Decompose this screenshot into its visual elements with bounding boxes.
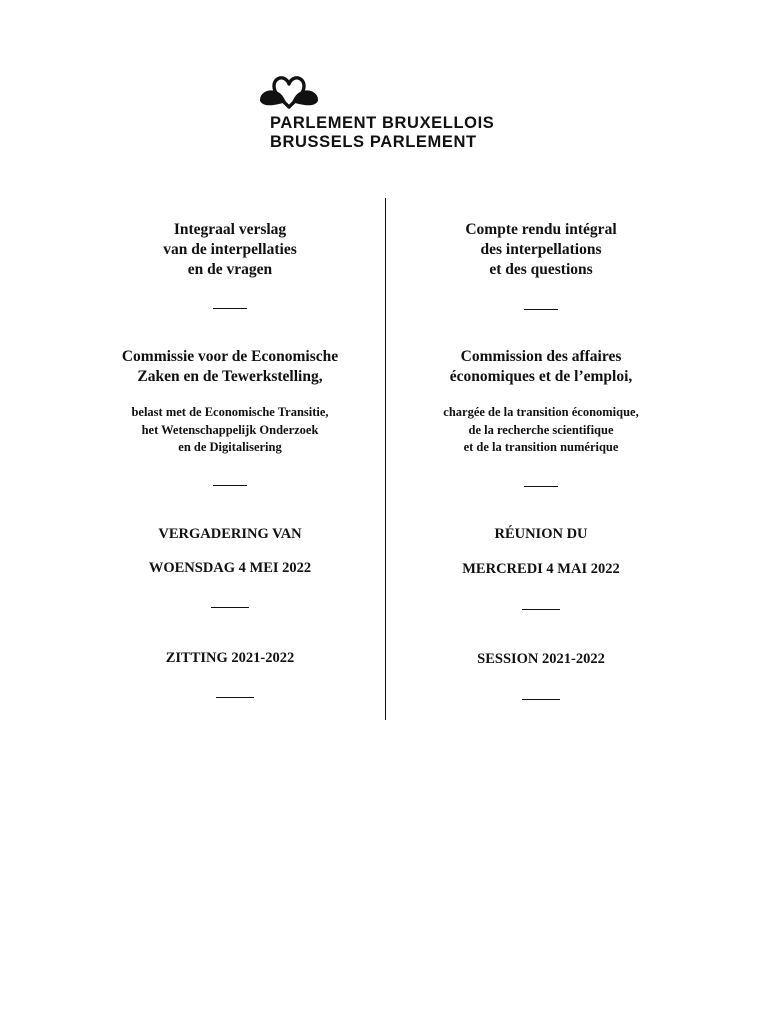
meeting-date-nl: WOENSDAG 4 MEI 2022 xyxy=(148,560,312,576)
commission-name-nl xyxy=(80,347,380,387)
separator-rule xyxy=(216,697,254,698)
separator-rule xyxy=(213,308,247,309)
separator-rule xyxy=(522,699,560,700)
column-divider xyxy=(385,198,386,720)
remit-line: et de la transition numérique xyxy=(463,440,619,454)
remit-line: de la recherche scientifique xyxy=(468,422,614,437)
commission-name-fr xyxy=(391,347,691,387)
separator-rule xyxy=(213,485,247,486)
commission-line: Zaken en de Tewerkstelling, xyxy=(137,368,323,385)
commission-line: Commissie voor de Economische xyxy=(121,348,339,365)
separator-rule xyxy=(211,607,249,608)
french-column xyxy=(391,0,691,1024)
report-title-nl xyxy=(80,220,380,280)
session-fr: SESSION 2021-2022 xyxy=(477,651,605,667)
meeting-label-nl: VERGADERING VAN xyxy=(158,526,302,542)
remit-line: en de Digitalisering xyxy=(178,440,282,454)
meeting-date-fr: MERCREDI 4 MAI 2022 xyxy=(462,561,620,577)
logo-line-nl: BRUSSELS PARLEMENT xyxy=(270,133,477,151)
meeting-label-fr: RÉUNION DU xyxy=(494,526,588,542)
report-title-line: des interpellations xyxy=(480,241,602,258)
separator-rule xyxy=(524,486,558,487)
remit-line: chargée de la transition économique, xyxy=(443,405,639,419)
remit-line: het Wetenschappelijk Onderzoek xyxy=(141,422,319,437)
separator-rule xyxy=(522,609,560,610)
commission-remit-nl xyxy=(80,404,380,457)
report-title-line: Integraal verslag xyxy=(173,221,287,238)
report-title-line: en de vragen xyxy=(187,261,273,278)
session-nl: ZITTING 2021-2022 xyxy=(165,650,295,666)
remit-line: belast met de Economische Transitie, xyxy=(131,405,329,419)
report-title-fr xyxy=(391,220,691,280)
dutch-column xyxy=(80,0,380,1024)
separator-rule xyxy=(524,309,558,310)
report-title-line: et des questions xyxy=(489,261,593,278)
commission-remit-fr xyxy=(391,404,691,457)
commission-line: économiques et de l’emploi, xyxy=(449,368,633,385)
logo-line-fr: PARLEMENT BRUXELLOIS xyxy=(270,114,495,132)
report-title-line: van de interpellaties xyxy=(163,241,297,258)
commission-line: Commission des affaires xyxy=(460,348,622,365)
report-title-line: Compte rendu intégral xyxy=(465,221,617,238)
